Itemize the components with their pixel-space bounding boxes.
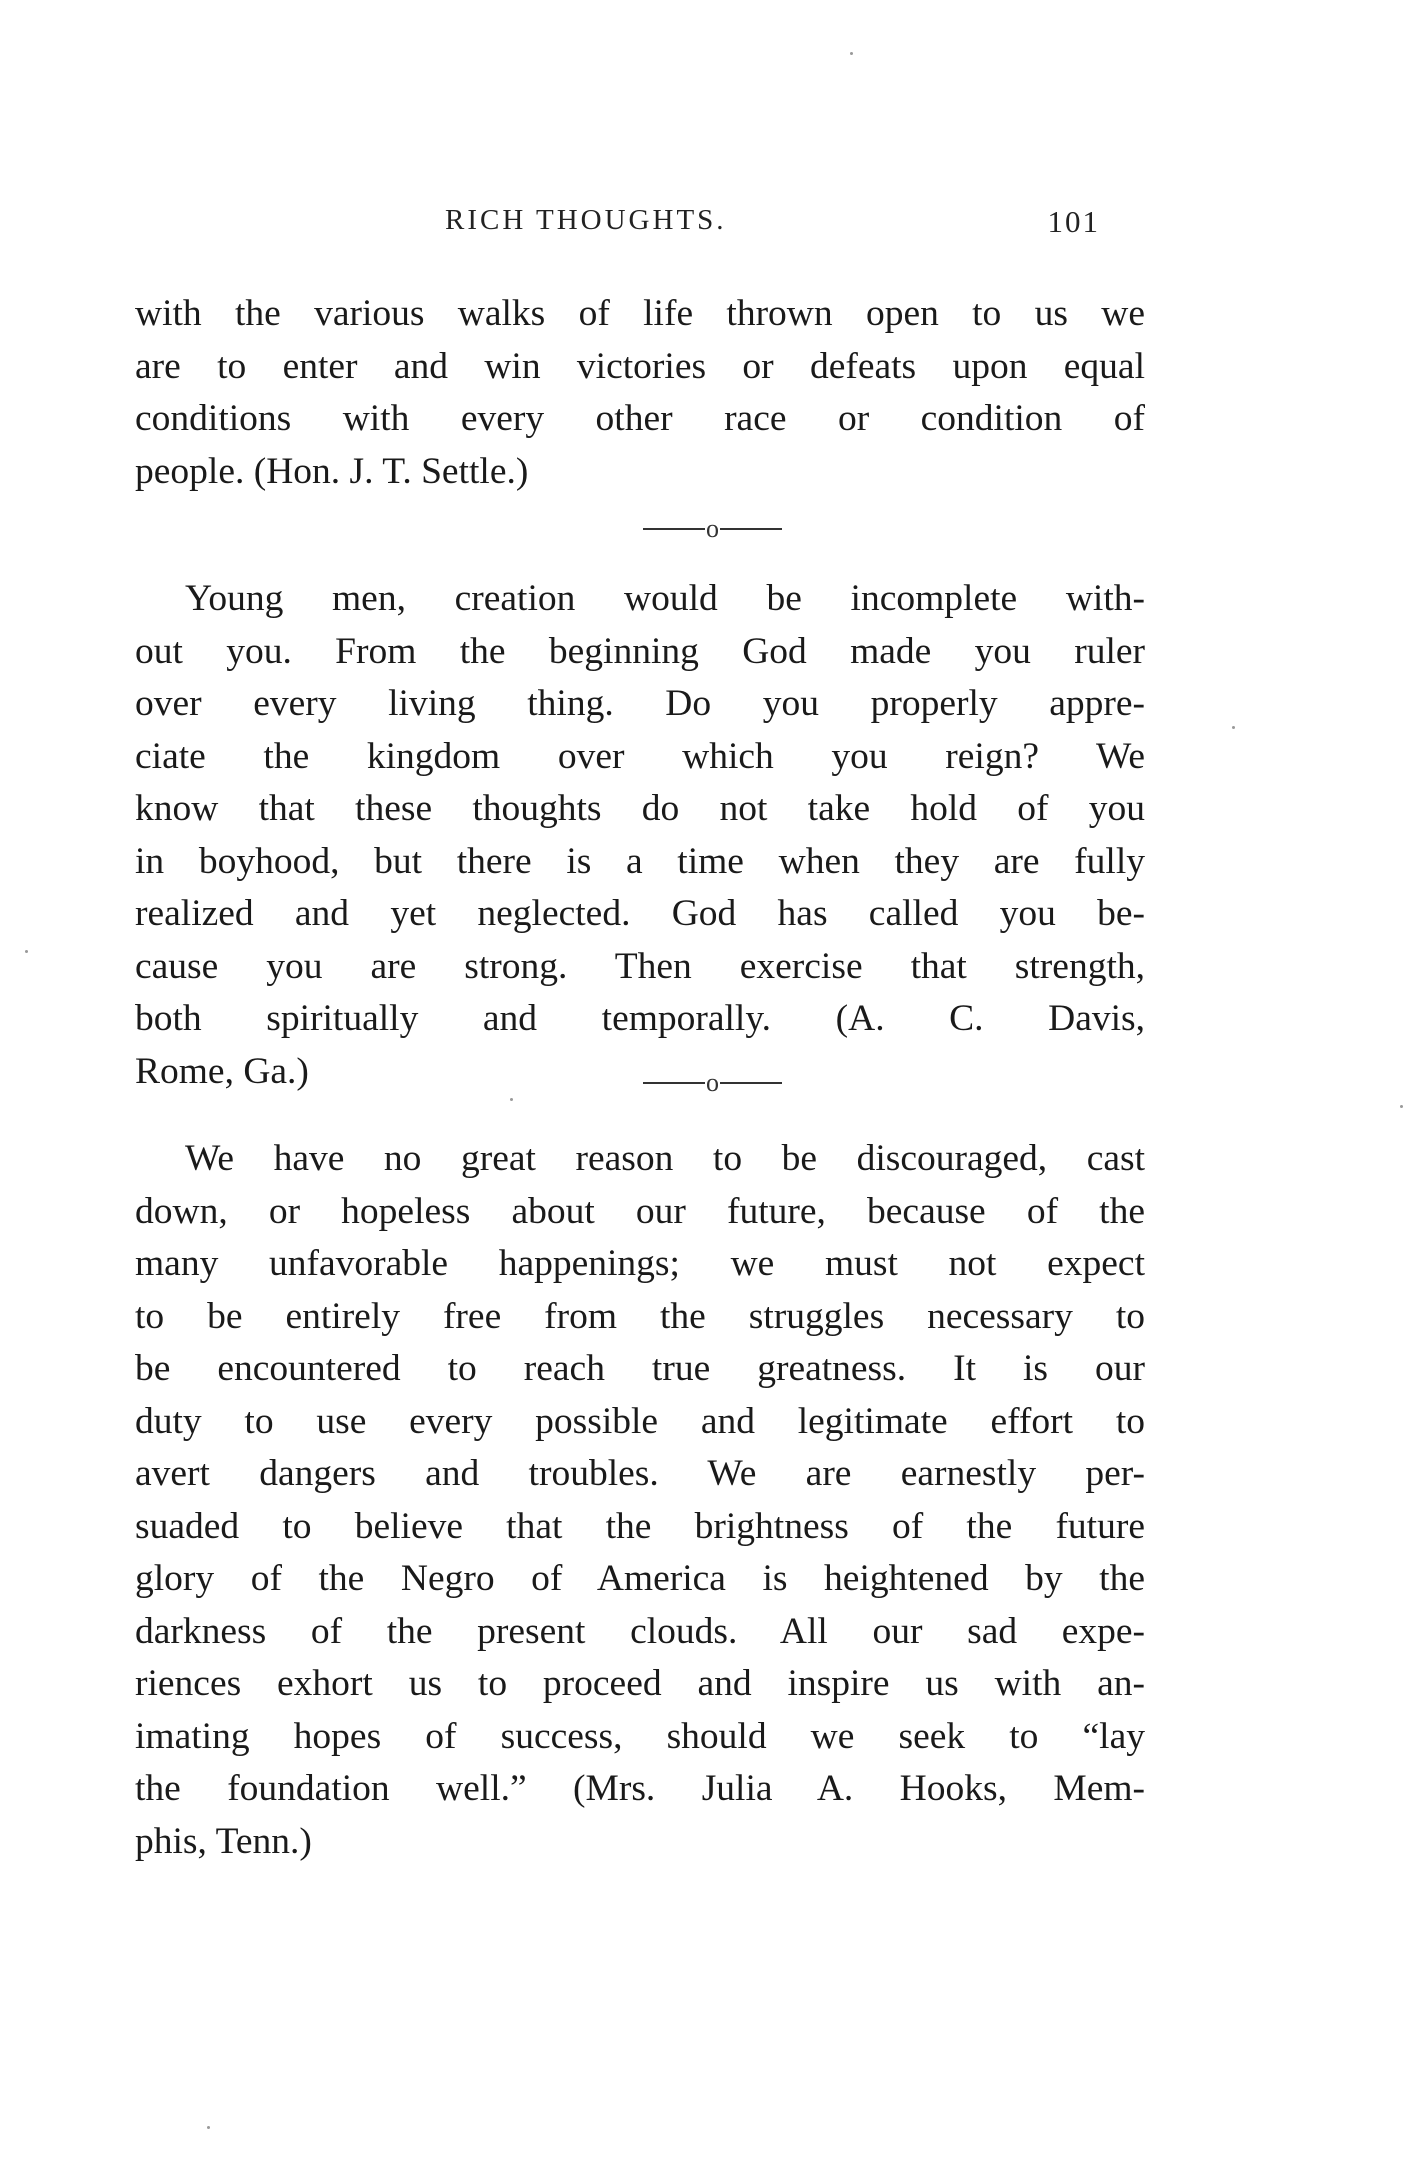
section-separator: o [0,512,1425,544]
scan-speck [1400,1105,1403,1108]
text-line: both spiritually and temporally. (A. C. Davis, [135,998,1145,1039]
text-line: phis, Tenn.) [135,1820,312,1862]
text-line: people. (Hon. J. T. Settle.) [135,450,529,492]
running-head [135,204,1145,244]
text-line: Rome, Ga.) [135,1050,309,1092]
text-line: darkness of the present clouds. All our sad expe- [135,1610,1145,1652]
text-line: glory of the Negro of America is heightened by the [135,1558,1145,1599]
text-line: down, or hopeless about our future, because of the [135,1190,1145,1232]
passage-settle [135,288,1145,498]
text-line: are to enter and win victories or defeats upon equal [135,345,1145,387]
text-line: suaded to believe that the brightness of the future [135,1505,1145,1547]
text-line: be encountered to reach true greatness. It is our [135,1348,1145,1389]
text-line: avert dangers and troubles. We are earnestly per- [135,1453,1145,1494]
page-number: 101 [1047,204,1100,239]
text-line: the foundation well.” (Mrs. Julia A. Hooks, Mem- [135,1768,1145,1809]
scan-speck [850,52,853,55]
scan-speck [510,1098,513,1101]
text-line: conditions with every other race or condition of [135,398,1145,439]
passage-davis [135,573,1145,1098]
text-line: ciate the kingdom over which you reign? We [135,735,1145,777]
text-line: out you. From the beginning God made you ruler [135,630,1145,672]
text-line: cause you are strong. Then exercise that strength, [135,945,1145,987]
scan-speck [1232,726,1235,729]
section-separator: o [0,1066,1425,1098]
text-line: with the various walks of life thrown open to us we [135,293,1145,334]
text-line: duty to use every possible and legitimate effort to [135,1400,1145,1442]
text-line: realized and yet neglected. God has called you be- [135,893,1145,934]
text-line: We have no great reason to be discouraged, cast [185,1138,1145,1179]
text-line: riences exhort us to proceed and inspire us with an- [135,1663,1145,1704]
text-line: know that these thoughts do not take hold of you [135,788,1145,829]
text-line: over every living thing. Do you properly appre- [135,683,1145,724]
scan-speck [25,950,28,953]
text-line: to be entirely free from the struggles necessary to [135,1295,1145,1337]
text-line: in boyhood, but there is a time when they are fully [135,840,1145,882]
scan-speck [207,2126,210,2129]
text-line: Young men, creation would be incomplete with- [185,578,1145,619]
text-line: imating hopes of success, should we seek to “lay [135,1715,1145,1757]
passage-hooks [135,1133,1145,1868]
text-line: many unfavorable happenings; we must not expect [135,1243,1145,1284]
running-title: RICH THOUGHTS. [445,204,727,236]
